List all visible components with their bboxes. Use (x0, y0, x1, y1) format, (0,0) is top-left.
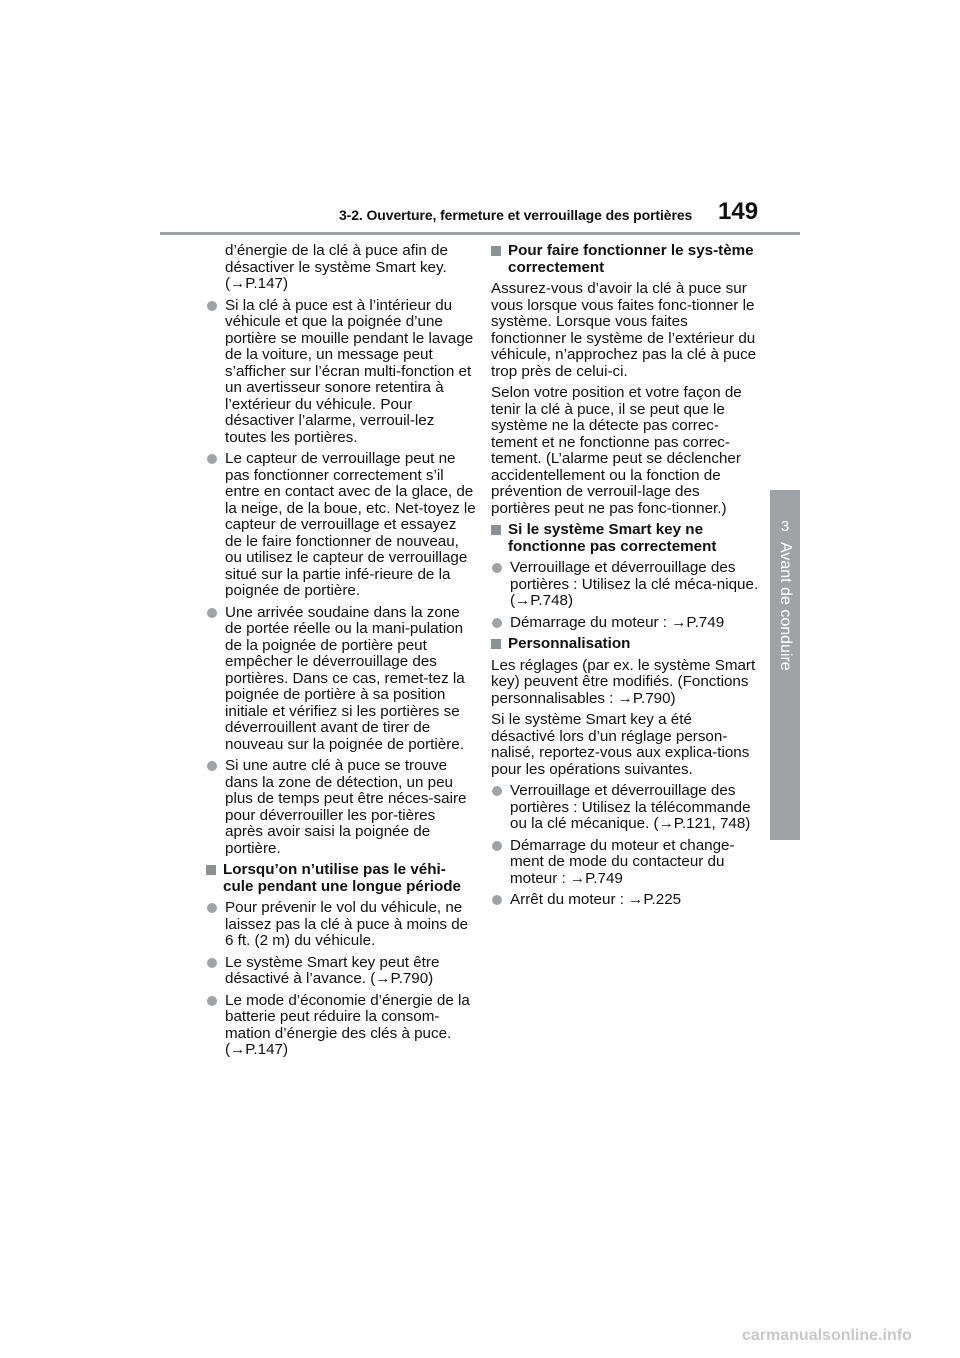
bullet-icon (492, 895, 502, 905)
list-item-text: Le mode d’économie d’énergie de la batterie peut réduire la consom-mation d’énergie des clés à puce. (→P.147) (225, 991, 470, 1058)
left-column (206, 243, 476, 1064)
section-title: 3-2. Ouverture, fermeture et verrouillage des portières (339, 207, 693, 223)
list-item (206, 298, 476, 447)
list-item-text: Le système Smart key peut être désactivé à l’avance. (→P.790) (225, 953, 440, 987)
list-item-text: Le capteur de verrouillage peut ne pas fonctionner correctement s’il entre en contact avec de la glace, de la neige, de la boue, etc. Net-toyez le capteur de verrouillage et essayez de le faire fonctionner de nouveau, ou utilisez le capteur de verrouillage situé sur la partie infé-rieure de la poignée de portière. (225, 450, 476, 599)
list-item-text: Si une autre clé à puce se trouve dans la zone de détection, un peu plus de temps peut être néces-saire pour déverrouiller les por-tières après avoir saisi la poignée de portière. (225, 757, 467, 857)
body-paragraph: Assurez-vous d’avoir la clé à puce sur vous lorsque vous faites fonc-tionner le système. Lorsque vous faites fonctionner le système de l’extérieur du véhicule, n’approchez pas la clé à puce trop près de celui-ci. (491, 280, 757, 380)
body-paragraph: Selon votre position et votre façon de tenir la clé à puce, il se peut que le système ne la détecte pas correc-tement et ne fonctionne pas correc-tement. (L’alarme peut se déclencher accidentellement ou la fonction de prévention de verrouil-lage des portières peut ne pas fonc-tionner.) (491, 384, 742, 517)
bullet-icon (207, 761, 217, 771)
list-item (491, 783, 759, 833)
site-watermark: carmanualsonline.info (742, 1327, 912, 1344)
list-item-text: Si la clé à puce est à l’intérieur du véhicule et que la poignée d’une portière se mouille pendant le lavage de la voiture, un message peut s’afficher sur l’écran multi-fonction et un avertisseur sonore retentira à l’extérieur du véhicule. Pour désactiver l’alarme, verrouil-lez toutes les portières. (225, 296, 474, 446)
list-item (491, 615, 759, 632)
square-bullet-icon (491, 639, 501, 649)
subsection-heading-text: Lorsqu’on n’utilise pas le véhi-cule pendant une longue période (223, 861, 461, 895)
list-item-text: Démarrage du moteur : →P.749 (510, 613, 725, 631)
list-item-text: Pour prévenir le vol du véhicule, ne laissez pas la clé à puce à moins de 6 ft. (2 m) du véhicule. (225, 899, 469, 949)
subsection-heading-text: Pour faire fonctionner le sys-tème correctement (508, 242, 754, 276)
subsection-heading (491, 243, 759, 276)
body-paragraph: Les réglages (par ex. le système Smart key) peuvent être modifiés. (Fonctions personnalisables : →P.790) (491, 656, 756, 707)
list-item (206, 900, 476, 950)
bullet-icon (207, 996, 217, 1006)
list-item (206, 955, 476, 988)
right-column (491, 243, 759, 914)
bullet-icon (492, 786, 502, 796)
list-item-text: Verrouillage et déverrouillage des portières : Utilisez la clé méca-nique. (→P.748) (510, 559, 759, 609)
bullet-icon (207, 301, 217, 311)
bullet-icon (492, 563, 502, 573)
list-item (206, 605, 476, 754)
subsection-heading-text: Si le système Smart key ne fonctionne pas correctement (508, 521, 717, 555)
bullet-icon (492, 841, 502, 851)
square-bullet-icon (491, 246, 501, 256)
subsection-heading-text: Personnalisation (508, 635, 631, 652)
subsection-heading (206, 862, 476, 895)
list-item (491, 892, 759, 909)
header-divider (160, 232, 800, 235)
body-paragraph: Si le système Smart key a été désactivé lors d’un réglage person-nalisé, reportez-vous aux explica-tions pour les opérations suivantes. (491, 711, 750, 778)
list-item (206, 451, 476, 600)
continued-paragraph: d’énergie de la clé à puce afin de désactiver le système Smart key. (→P.147) (225, 242, 448, 292)
chapter-label: Avant de conduire (777, 542, 794, 671)
list-item-text: Verrouillage et déverrouillage des portières : Utilisez la télécommande ou la clé mécanique. (→P.121, 748) (510, 782, 751, 832)
chapter-side-tab (770, 490, 800, 840)
list-item (206, 758, 476, 857)
square-bullet-icon (491, 525, 501, 535)
list-item-text: Démarrage du moteur et change-ment de mode du contacteur du moteur : →P.749 (510, 836, 735, 887)
page-number: 149 (718, 198, 759, 225)
bullet-icon (492, 618, 502, 628)
bullet-icon (207, 958, 217, 968)
bullet-icon (207, 903, 217, 913)
list-item (206, 993, 476, 1059)
subsection-heading (491, 636, 759, 653)
subsection-heading (491, 522, 759, 555)
chapter-number: 3 (780, 518, 790, 535)
square-bullet-icon (206, 865, 216, 875)
list-item-text: Une arrivée soudaine dans la zone de portée réelle ou la mani-pulation de la poignée de portière peut empêcher le déverrouillage des portières. Dans ce cas, remet-tez la poignée de portière à sa position initiale et vérifiez si les portières se déverrouillent avant de tirer de nouveau sur la poignée de portière. (225, 603, 465, 753)
bullet-icon (207, 454, 217, 464)
list-item (491, 560, 759, 610)
bullet-icon (207, 608, 217, 618)
list-item (491, 838, 759, 888)
list-item-text: Arrêt du moteur : →P.225 (510, 891, 682, 908)
